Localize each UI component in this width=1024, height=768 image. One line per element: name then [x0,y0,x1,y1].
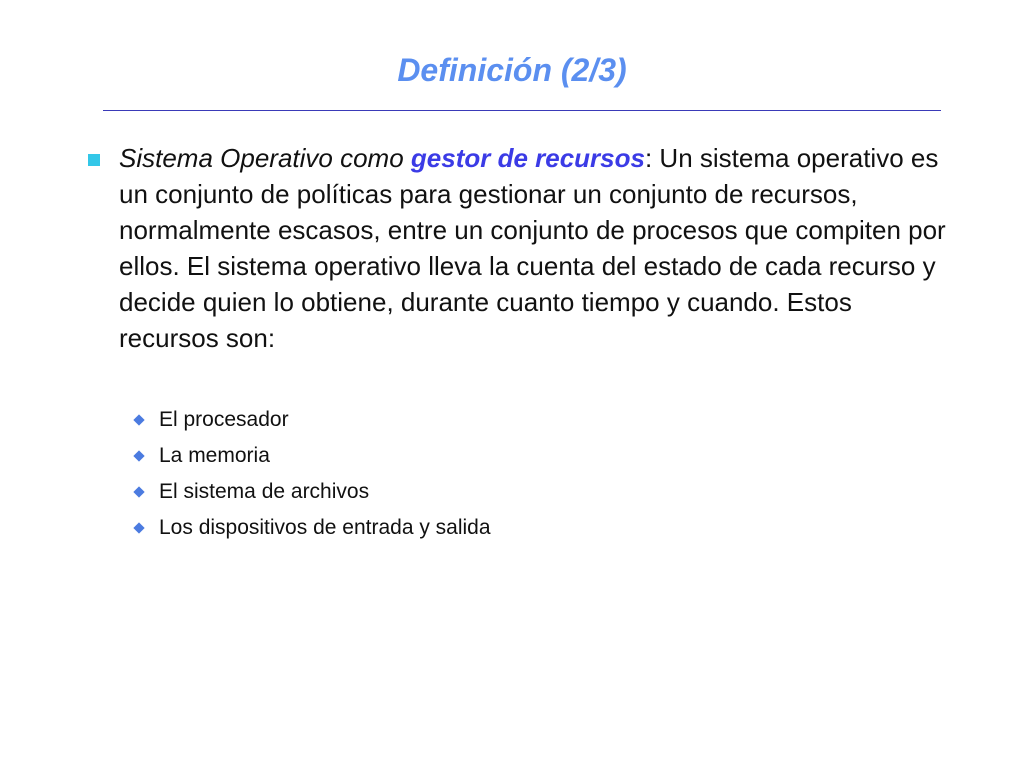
slide-title: Definición (2/3) [397,52,627,88]
list-item-label: El procesador [159,408,289,431]
diamond-bullet-icon [133,522,144,533]
list-item-label: La memoria [159,444,270,467]
diamond-bullet-icon [133,450,144,461]
title-divider [103,110,941,111]
list-item-label: Los dispositivos de entrada y salida [159,516,491,539]
diamond-bullet-icon [133,414,144,425]
list-item-label: El sistema de archivos [159,480,370,503]
main-bullet-text [119,140,949,356]
main-bullet-body: : Un sistema operativo es un conjunto de políticas para gestionar un conjunto de recursos, normalmente escasos, entre un conjunto de procesos que compiten por ellos. El sistema operativo lleva la cuenta del estado de cada recurso y decide quien lo obtiene, durante cuanto tiempo y cuando. Estos recursos son: [119,143,946,353]
main-bullet-highlight: gestor de recursos [410,143,645,173]
square-bullet-icon [88,154,100,166]
main-bullet-lead: Sistema Operativo como [119,143,411,173]
diamond-bullet-icon [133,486,144,497]
